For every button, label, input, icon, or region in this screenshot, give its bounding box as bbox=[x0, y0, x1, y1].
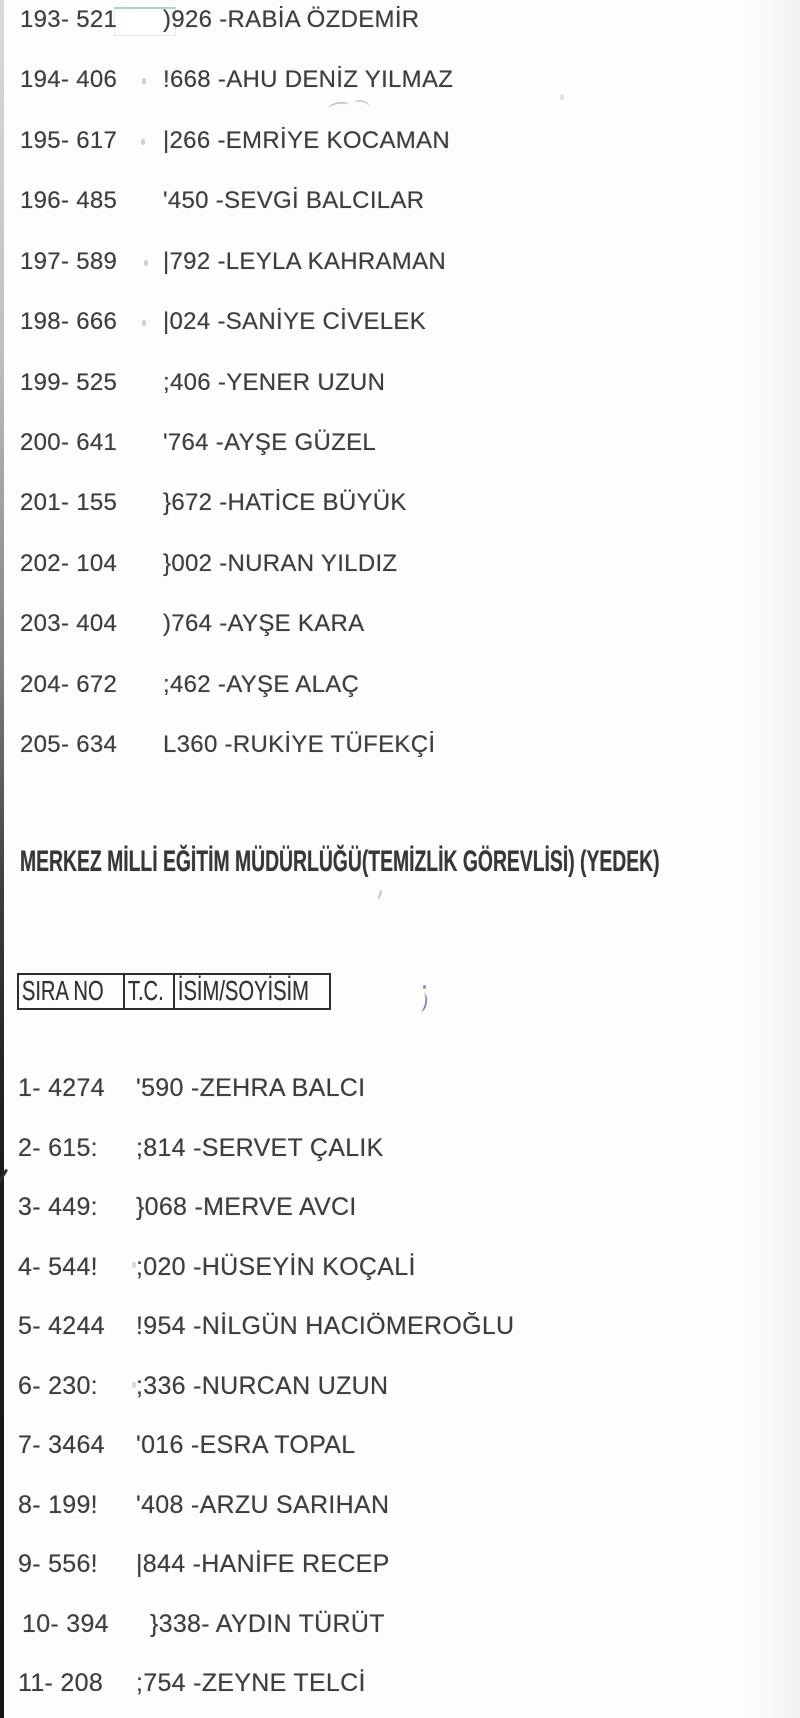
separator: - bbox=[185, 1669, 202, 1697]
list-row bbox=[0, 1073, 800, 1105]
row-number: 197- 589 bbox=[20, 248, 118, 275]
pencil-smudge bbox=[353, 98, 370, 111]
person-name: AYŞE GÜZEL bbox=[224, 429, 377, 456]
row-number: 196- 485 bbox=[20, 187, 118, 214]
row-detail bbox=[136, 1192, 357, 1222]
separator: - bbox=[210, 66, 227, 93]
row-number: 205- 634 bbox=[20, 731, 118, 758]
row-detail bbox=[136, 1490, 389, 1520]
list-row bbox=[0, 1490, 800, 1522]
list-row bbox=[0, 307, 800, 339]
person-name: ZEHRA BALCI bbox=[199, 1074, 366, 1102]
scan-speck bbox=[142, 320, 146, 326]
list-row bbox=[0, 1609, 800, 1641]
tc-fragment: |844 bbox=[136, 1550, 186, 1578]
row-number: 194- 406 bbox=[20, 66, 118, 93]
row-number: 199- 525 bbox=[20, 369, 118, 396]
row-number: 4- 544! bbox=[18, 1253, 98, 1281]
row-number: 200- 641 bbox=[20, 429, 118, 456]
row-number: 7- 3464 bbox=[18, 1431, 105, 1459]
column-header-label: SIRA NO bbox=[21, 975, 104, 1006]
row-number: 2- 615: bbox=[18, 1134, 98, 1162]
scan-speck bbox=[144, 260, 148, 266]
list-row bbox=[0, 1133, 800, 1165]
list-row bbox=[0, 65, 800, 97]
row-detail bbox=[150, 1609, 385, 1639]
tc-fragment: }338- bbox=[150, 1610, 210, 1638]
tc-fragment: ;462 bbox=[163, 671, 211, 698]
row-detail bbox=[136, 1549, 390, 1579]
tc-fragment: )926 bbox=[163, 6, 213, 33]
separator: - bbox=[217, 731, 233, 758]
separator: - bbox=[210, 671, 227, 698]
column-header-sira-no bbox=[19, 975, 123, 1008]
separator: - bbox=[185, 1253, 202, 1281]
pen-mark-stroke bbox=[416, 992, 428, 1012]
scan-speck bbox=[142, 78, 146, 84]
tc-fragment: }002 bbox=[163, 550, 213, 577]
list-row bbox=[0, 1311, 800, 1343]
row-number: 11- 208 bbox=[18, 1669, 104, 1697]
scan-speck bbox=[132, 1262, 136, 1268]
list-row bbox=[0, 549, 800, 581]
tc-fragment: }672 bbox=[163, 489, 213, 516]
row-number: 8- 199! bbox=[18, 1491, 98, 1519]
row-detail bbox=[163, 488, 407, 518]
list-row bbox=[0, 1192, 800, 1224]
row-detail bbox=[163, 730, 435, 760]
row-detail bbox=[163, 307, 426, 337]
person-name: ARZU SARIHAN bbox=[199, 1491, 390, 1519]
separator: - bbox=[208, 187, 225, 214]
scan-speck bbox=[560, 94, 564, 100]
separator: - bbox=[183, 1431, 200, 1459]
row-number: 203- 404 bbox=[20, 610, 118, 637]
person-name: YENER UZUN bbox=[226, 369, 386, 396]
tc-fragment: '590 bbox=[136, 1074, 184, 1102]
person-name: HÜSEYİN KOÇALİ bbox=[201, 1253, 416, 1281]
list-row bbox=[0, 126, 800, 158]
row-number: 198- 666 bbox=[20, 308, 118, 335]
separator: - bbox=[185, 1550, 202, 1578]
row-detail bbox=[136, 1668, 366, 1698]
tc-fragment: ;336 bbox=[136, 1372, 186, 1400]
table-header bbox=[17, 973, 331, 1010]
row-detail bbox=[163, 247, 446, 277]
section-heading: MERKEZ MİLLİ EĞİTİM MÜDÜRLÜĞÜ(TEMİZLİK GÖREVLİSİ) (YEDEK) bbox=[20, 845, 660, 878]
separator: - bbox=[210, 308, 226, 335]
pencil-smudge bbox=[327, 100, 350, 114]
row-number: 9- 556! bbox=[18, 1550, 98, 1578]
list-row bbox=[0, 5, 800, 37]
column-header-label: İSİM/SOYİSİM bbox=[177, 975, 309, 1006]
separator: - bbox=[187, 1193, 204, 1221]
row-detail bbox=[163, 428, 376, 458]
tc-fragment: }068 bbox=[136, 1193, 188, 1221]
separator: - bbox=[183, 1074, 200, 1102]
row-number: 201- 155 bbox=[20, 489, 118, 516]
list-row bbox=[0, 730, 800, 762]
row-detail bbox=[136, 1311, 514, 1341]
row-detail bbox=[136, 1133, 384, 1163]
separator: - bbox=[212, 610, 228, 637]
tc-fragment: ;020 bbox=[136, 1253, 186, 1281]
person-name: NİLGÜN HACIÖMEROĞLU bbox=[201, 1312, 515, 1340]
row-detail bbox=[163, 65, 453, 95]
person-name: NURCAN UZUN bbox=[201, 1372, 389, 1400]
row-number: 1- 4274 bbox=[18, 1074, 105, 1102]
list-row bbox=[0, 186, 800, 218]
row-detail bbox=[136, 1252, 416, 1282]
row-detail bbox=[163, 368, 385, 398]
tc-fragment: '450 bbox=[163, 187, 209, 214]
person-name: SERVET ÇALIK bbox=[201, 1134, 384, 1162]
tc-fragment: ;814 bbox=[136, 1134, 186, 1162]
row-detail bbox=[163, 186, 424, 216]
person-name: ESRA TOPAL bbox=[199, 1431, 356, 1459]
person-name: NURAN YILDIZ bbox=[227, 550, 398, 577]
tc-fragment: !954 bbox=[136, 1312, 186, 1340]
row-detail bbox=[163, 5, 419, 35]
person-name: RABİA ÖZDEMİR bbox=[227, 6, 420, 33]
tc-fragment: '016 bbox=[136, 1431, 184, 1459]
person-name: LEYLA KAHRAMAN bbox=[225, 248, 447, 275]
tc-fragment: '764 bbox=[163, 429, 209, 456]
row-number: 5- 4244 bbox=[18, 1312, 105, 1340]
separator: - bbox=[185, 1312, 202, 1340]
gray-mark bbox=[378, 890, 383, 899]
tc-fragment: |024 bbox=[163, 308, 211, 335]
person-name: ZEYNE TELCİ bbox=[201, 1669, 366, 1697]
row-number: 195- 617 bbox=[20, 127, 118, 154]
list-row bbox=[0, 1430, 800, 1462]
row-detail bbox=[136, 1430, 355, 1460]
row-detail bbox=[163, 609, 365, 639]
scan-speck bbox=[132, 1382, 136, 1388]
person-name: AHU DENİZ YILMAZ bbox=[226, 66, 454, 93]
person-name: SEVGİ BALCILAR bbox=[224, 187, 425, 214]
person-name: SANİYE CİVELEK bbox=[225, 308, 427, 335]
row-number: 204- 672 bbox=[20, 671, 118, 698]
row-number: 193- 521 bbox=[20, 6, 118, 33]
row-detail bbox=[163, 549, 397, 579]
scan-speck bbox=[141, 139, 145, 145]
column-header-tc bbox=[123, 975, 173, 1008]
person-name: AYŞE ALAÇ bbox=[226, 671, 360, 698]
row-number: 10- 394 bbox=[22, 1610, 109, 1638]
tc-fragment: !668 bbox=[163, 66, 211, 93]
separator: - bbox=[185, 1134, 202, 1162]
tc-fragment: )764 bbox=[163, 610, 213, 637]
separator: - bbox=[185, 1372, 202, 1400]
person-name: AYŞE KARA bbox=[227, 610, 365, 637]
person-name: HANİFE RECEP bbox=[201, 1550, 390, 1578]
row-detail bbox=[163, 126, 450, 156]
row-number: 6- 230: bbox=[18, 1372, 98, 1400]
tc-fragment: |266 bbox=[163, 127, 211, 154]
separator: - bbox=[212, 6, 228, 33]
tc-fragment: ;406 bbox=[163, 369, 211, 396]
column-header-label: T.C. bbox=[127, 975, 164, 1006]
list-row bbox=[0, 1371, 800, 1403]
separator: - bbox=[210, 369, 227, 396]
tc-fragment: L360 bbox=[163, 731, 218, 758]
row-number: 202- 104 bbox=[20, 550, 118, 577]
list-row bbox=[0, 1668, 800, 1700]
row-detail bbox=[136, 1073, 365, 1103]
list-row bbox=[0, 1252, 800, 1284]
list-row bbox=[0, 609, 800, 641]
separator: - bbox=[210, 127, 226, 154]
row-detail bbox=[136, 1371, 388, 1401]
list-row bbox=[0, 368, 800, 400]
person-name: MERVE AVCI bbox=[203, 1193, 357, 1221]
row-detail bbox=[163, 670, 359, 700]
separator: - bbox=[210, 248, 226, 275]
pen-mark-dot bbox=[423, 985, 426, 989]
column-header-isim-soyisim bbox=[173, 975, 329, 1008]
separator: - bbox=[208, 429, 225, 456]
list-row bbox=[0, 488, 800, 520]
row-number: 3- 449: bbox=[18, 1193, 98, 1221]
tc-fragment: '408 bbox=[136, 1491, 184, 1519]
separator: - bbox=[212, 489, 228, 516]
separator: - bbox=[212, 550, 228, 577]
person-name: HATİCE BÜYÜK bbox=[227, 489, 407, 516]
list-row bbox=[0, 428, 800, 460]
list-row bbox=[0, 1549, 800, 1581]
separator: - bbox=[183, 1491, 200, 1519]
tc-fragment: |792 bbox=[163, 248, 211, 275]
list-row bbox=[0, 670, 800, 702]
tc-fragment: ;754 bbox=[136, 1669, 186, 1697]
person-name: RUKİYE TÜFEKÇİ bbox=[232, 731, 436, 758]
person-name: EMRİYE KOCAMAN bbox=[225, 127, 450, 154]
list-row bbox=[0, 247, 800, 279]
person-name: AYDIN TÜRÜT bbox=[215, 1610, 385, 1638]
